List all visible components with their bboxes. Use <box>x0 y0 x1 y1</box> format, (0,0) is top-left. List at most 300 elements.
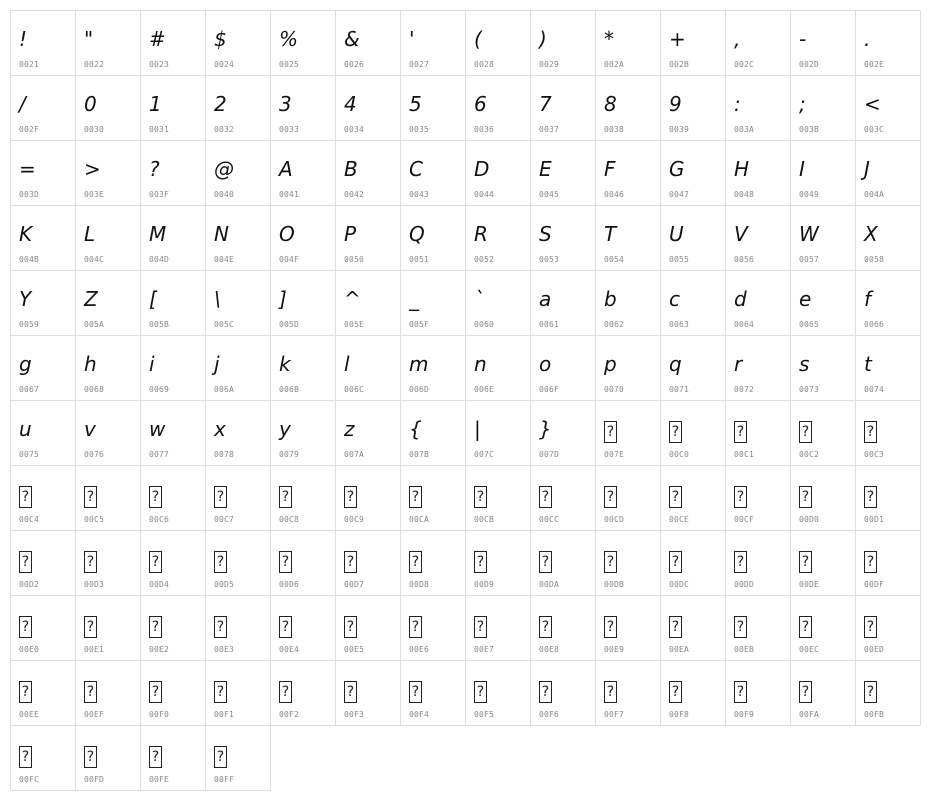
glyph-code: 00F6 <box>539 710 560 719</box>
glyph-code: 0070 <box>604 385 625 394</box>
missing-glyph-icon <box>799 613 812 638</box>
glyph-character: k <box>279 352 291 376</box>
glyph-character: \ <box>214 287 221 311</box>
missing-glyph-box: ? <box>734 486 747 508</box>
glyph-cell <box>11 466 76 531</box>
glyph-character: D <box>474 157 490 181</box>
glyph-character: U <box>669 222 684 246</box>
glyph-cell <box>466 661 531 726</box>
glyph-code: 0025 <box>279 60 300 69</box>
glyph-character: f <box>864 287 872 311</box>
glyph-code: 0062 <box>604 320 625 329</box>
glyph-cell <box>141 726 206 791</box>
glyph-code: 00D9 <box>474 580 495 589</box>
glyph-cell <box>336 206 401 271</box>
glyph-cell <box>466 11 531 76</box>
missing-glyph-box: ? <box>409 616 422 638</box>
glyph-character: _ <box>409 287 419 311</box>
glyph-cell <box>76 531 141 596</box>
glyph-code: 00CA <box>409 515 430 524</box>
glyph-character: o <box>539 352 552 376</box>
glyph-code: 003E <box>84 190 105 199</box>
glyph-cell <box>271 661 336 726</box>
glyph-code: 0058 <box>864 255 885 264</box>
missing-glyph-icon <box>409 483 422 508</box>
missing-glyph-box: ? <box>19 681 32 703</box>
glyph-character: ^ <box>344 287 361 311</box>
missing-glyph-icon <box>669 483 682 508</box>
missing-glyph-icon <box>474 483 487 508</box>
glyph-code: 0046 <box>604 190 625 199</box>
glyph-code: 00F3 <box>344 710 365 719</box>
glyph-code: 0044 <box>474 190 495 199</box>
glyph-code: 005C <box>214 320 235 329</box>
glyph-code: 005D <box>279 320 300 329</box>
glyph-code: 00EA <box>669 645 690 654</box>
glyph-code: 00D6 <box>279 580 300 589</box>
glyph-cell <box>661 141 726 206</box>
glyph-cell <box>856 206 921 271</box>
missing-glyph-box: ? <box>409 486 422 508</box>
glyph-cell <box>856 401 921 466</box>
glyph-character: , <box>734 27 741 51</box>
glyph-code: 0063 <box>669 320 690 329</box>
glyph-character: v <box>84 417 96 441</box>
glyph-cell <box>206 401 271 466</box>
glyph-code: 005E <box>344 320 365 329</box>
glyph-character: e <box>799 287 812 311</box>
missing-glyph-box: ? <box>864 486 877 508</box>
glyph-code: 0033 <box>279 125 300 134</box>
glyph-code: 0028 <box>474 60 495 69</box>
glyph-code: 002D <box>799 60 820 69</box>
glyph-code: 00CE <box>669 515 690 524</box>
missing-glyph-icon <box>734 483 747 508</box>
glyph-code: 0049 <box>799 190 820 199</box>
glyph-character: @ <box>214 157 234 181</box>
missing-glyph-icon <box>409 548 422 573</box>
glyph-character: a <box>539 287 552 311</box>
glyph-cell <box>726 661 791 726</box>
missing-glyph-box: ? <box>734 616 747 638</box>
glyph-cell <box>206 76 271 141</box>
glyph-code: 0075 <box>19 450 40 459</box>
glyph-cell <box>661 11 726 76</box>
missing-glyph-icon <box>214 483 227 508</box>
missing-glyph-box: ? <box>669 616 682 638</box>
glyph-character: p <box>604 352 617 376</box>
missing-glyph-box: ? <box>734 421 747 443</box>
glyph-cell <box>466 596 531 661</box>
glyph-cell <box>11 531 76 596</box>
glyph-cell <box>791 271 856 336</box>
glyph-cell <box>336 531 401 596</box>
glyph-cell <box>76 76 141 141</box>
glyph-character: ( <box>474 27 482 51</box>
glyph-code: 00D1 <box>864 515 885 524</box>
glyph-code: 00F0 <box>149 710 170 719</box>
missing-glyph-icon <box>864 678 877 703</box>
glyph-cell <box>141 336 206 401</box>
missing-glyph-icon <box>669 678 682 703</box>
glyph-code: 00E2 <box>149 645 170 654</box>
glyph-character: 1 <box>149 92 162 116</box>
glyph-character: z <box>344 417 355 441</box>
glyph-cell <box>76 271 141 336</box>
glyph-cell <box>401 661 466 726</box>
glyph-cell <box>466 401 531 466</box>
glyph-code: 002B <box>669 60 690 69</box>
glyph-cell <box>466 206 531 271</box>
glyph-character: E <box>539 157 552 181</box>
glyph-cell <box>11 596 76 661</box>
missing-glyph-box: ? <box>734 681 747 703</box>
missing-glyph-icon <box>344 613 357 638</box>
missing-glyph-icon <box>279 548 292 573</box>
glyph-cell <box>726 206 791 271</box>
glyph-character: } <box>539 417 552 441</box>
missing-glyph-icon <box>19 548 32 573</box>
glyph-cell <box>11 141 76 206</box>
missing-glyph-box: ? <box>344 681 357 703</box>
glyph-cell <box>791 141 856 206</box>
glyph-code: 00F9 <box>734 710 755 719</box>
missing-glyph-box: ? <box>539 681 552 703</box>
glyph-character: ` <box>474 287 484 311</box>
glyph-code: 004B <box>19 255 40 264</box>
missing-glyph-icon <box>84 613 97 638</box>
glyph-cell <box>726 401 791 466</box>
glyph-code: 00E4 <box>279 645 300 654</box>
glyph-cell <box>141 661 206 726</box>
glyph-code: 0079 <box>279 450 300 459</box>
glyph-character: . <box>864 27 871 51</box>
glyph-code: 0054 <box>604 255 625 264</box>
missing-glyph-icon <box>799 483 812 508</box>
missing-glyph-icon <box>214 548 227 573</box>
missing-glyph-box: ? <box>214 681 227 703</box>
glyph-character: $ <box>214 27 227 51</box>
glyph-character: n <box>474 352 487 376</box>
missing-glyph-box: ? <box>864 421 877 443</box>
glyph-character: r <box>734 352 743 376</box>
missing-glyph-box: ? <box>604 551 617 573</box>
missing-glyph-box: ? <box>734 551 747 573</box>
glyph-cell <box>271 206 336 271</box>
glyph-character: g <box>19 352 32 376</box>
glyph-cell <box>271 11 336 76</box>
glyph-code: 004F <box>279 255 300 264</box>
missing-glyph-box: ? <box>669 681 682 703</box>
glyph-character: c <box>669 287 680 311</box>
glyph-code: 00FD <box>84 775 105 784</box>
glyph-code: 0038 <box>604 125 625 134</box>
glyph-character: j <box>214 352 220 376</box>
glyph-character: X <box>864 222 878 246</box>
glyph-code: 0066 <box>864 320 885 329</box>
glyph-cell <box>661 271 726 336</box>
missing-glyph-box: ? <box>799 681 812 703</box>
glyph-code: 00DB <box>604 580 625 589</box>
glyph-cell <box>336 596 401 661</box>
glyph-cell <box>271 466 336 531</box>
glyph-cell <box>596 76 661 141</box>
glyph-cell <box>531 76 596 141</box>
missing-glyph-icon <box>149 483 162 508</box>
glyph-code: 00C4 <box>19 515 40 524</box>
glyph-character: P <box>344 222 357 246</box>
glyph-code: 00F1 <box>214 710 235 719</box>
glyph-cell <box>336 271 401 336</box>
glyph-cell <box>726 531 791 596</box>
glyph-cell <box>726 141 791 206</box>
glyph-character: < <box>864 92 881 116</box>
glyph-character: G <box>669 157 685 181</box>
glyph-code: 005F <box>409 320 430 329</box>
glyph-cell <box>206 141 271 206</box>
missing-glyph-icon <box>734 548 747 573</box>
missing-glyph-box: ? <box>84 681 97 703</box>
glyph-code: 0056 <box>734 255 755 264</box>
glyph-code: 00FF <box>214 775 235 784</box>
glyph-code: 0039 <box>669 125 690 134</box>
glyph-code: 00C2 <box>799 450 820 459</box>
glyph-cell <box>466 531 531 596</box>
glyph-cell <box>11 661 76 726</box>
glyph-code: 004A <box>864 190 885 199</box>
glyph-code: 00D3 <box>84 580 105 589</box>
missing-glyph-box: ? <box>864 616 877 638</box>
glyph-character: i <box>149 352 155 376</box>
glyph-character: K <box>19 222 33 246</box>
glyph-cell <box>141 531 206 596</box>
missing-glyph-box: ? <box>864 551 877 573</box>
glyph-character: + <box>669 27 686 51</box>
glyph-character: | <box>474 417 481 441</box>
glyph-code: 006A <box>214 385 235 394</box>
missing-glyph-icon <box>149 613 162 638</box>
missing-glyph-box: ? <box>149 616 162 638</box>
missing-glyph-icon <box>669 548 682 573</box>
glyph-cell <box>206 726 271 791</box>
glyph-character: 3 <box>279 92 292 116</box>
glyph-cell <box>791 401 856 466</box>
glyph-code: 00CC <box>539 515 560 524</box>
missing-glyph-icon <box>539 613 552 638</box>
missing-glyph-box: ? <box>539 616 552 638</box>
missing-glyph-box: ? <box>799 551 812 573</box>
glyph-cell <box>596 531 661 596</box>
glyph-character: 2 <box>214 92 227 116</box>
glyph-character: A <box>279 157 293 181</box>
glyph-code: 007E <box>604 450 625 459</box>
glyph-cell <box>206 271 271 336</box>
missing-glyph-icon <box>84 483 97 508</box>
glyph-code: 00DF <box>864 580 885 589</box>
glyph-cell <box>531 531 596 596</box>
glyph-cell <box>856 271 921 336</box>
glyph-code: 0030 <box>84 125 105 134</box>
glyph-code: 0041 <box>279 190 300 199</box>
missing-glyph-icon <box>539 483 552 508</box>
missing-glyph-box: ? <box>279 681 292 703</box>
glyph-code: 00E0 <box>19 645 40 654</box>
glyph-character: S <box>539 222 552 246</box>
glyph-code: 00CF <box>734 515 755 524</box>
missing-glyph-icon <box>669 613 682 638</box>
missing-glyph-box: ? <box>539 486 552 508</box>
glyph-character: = <box>19 157 36 181</box>
glyph-code: 00C6 <box>149 515 170 524</box>
glyph-character: l <box>344 352 350 376</box>
glyph-cell <box>596 596 661 661</box>
glyph-cell <box>401 11 466 76</box>
glyph-cell <box>596 271 661 336</box>
glyph-code: 0043 <box>409 190 430 199</box>
missing-glyph-box: ? <box>279 616 292 638</box>
glyph-cell <box>466 271 531 336</box>
glyph-cell <box>271 76 336 141</box>
glyph-code: 0073 <box>799 385 820 394</box>
glyph-cell <box>76 661 141 726</box>
missing-glyph-icon <box>474 548 487 573</box>
glyph-cell <box>596 11 661 76</box>
glyph-character: B <box>344 157 358 181</box>
glyph-character: d <box>734 287 747 311</box>
glyph-cell <box>401 206 466 271</box>
glyph-code: 00E5 <box>344 645 365 654</box>
missing-glyph-icon <box>864 613 877 638</box>
glyph-code: 00DD <box>734 580 755 589</box>
missing-glyph-icon <box>864 548 877 573</box>
glyph-cell <box>661 336 726 401</box>
glyph-character: Z <box>84 287 98 311</box>
glyph-code: 0021 <box>19 60 40 69</box>
glyph-cell <box>271 271 336 336</box>
missing-glyph-icon <box>19 483 32 508</box>
glyph-cell <box>531 336 596 401</box>
glyph-cell <box>856 596 921 661</box>
glyph-cell <box>531 141 596 206</box>
glyph-cell <box>726 76 791 141</box>
missing-glyph-box: ? <box>84 616 97 638</box>
missing-glyph-box: ? <box>474 551 487 573</box>
glyph-code: 00C1 <box>734 450 755 459</box>
missing-glyph-box: ? <box>344 616 357 638</box>
glyph-code: 00F5 <box>474 710 495 719</box>
glyph-code: 00E1 <box>84 645 105 654</box>
missing-glyph-icon <box>149 678 162 703</box>
glyph-code: 00DE <box>799 580 820 589</box>
glyph-code: 0052 <box>474 255 495 264</box>
glyph-character: b <box>604 287 617 311</box>
glyph-code: 0076 <box>84 450 105 459</box>
glyph-code: 0067 <box>19 385 40 394</box>
glyph-cell <box>76 336 141 401</box>
glyph-cell <box>791 206 856 271</box>
glyph-cell <box>76 596 141 661</box>
glyph-cell <box>726 336 791 401</box>
glyph-cell <box>856 466 921 531</box>
missing-glyph-box: ? <box>799 486 812 508</box>
glyph-cell <box>596 466 661 531</box>
missing-glyph-icon <box>799 418 812 443</box>
glyph-code: 0078 <box>214 450 235 459</box>
glyph-cell <box>76 401 141 466</box>
missing-glyph-icon <box>734 613 747 638</box>
glyph-code: 00CD <box>604 515 625 524</box>
missing-glyph-box: ? <box>19 616 32 638</box>
glyph-code: 0069 <box>149 385 170 394</box>
glyph-cell <box>141 596 206 661</box>
glyph-cell <box>401 596 466 661</box>
glyph-code: 00EE <box>19 710 40 719</box>
missing-glyph-icon <box>214 678 227 703</box>
missing-glyph-icon <box>84 548 97 573</box>
glyph-character: % <box>279 27 299 51</box>
glyph-cell <box>206 466 271 531</box>
glyph-character: R <box>474 222 488 246</box>
glyph-code: 00EF <box>84 710 105 719</box>
glyph-character: H <box>734 157 750 181</box>
glyph-cell <box>466 466 531 531</box>
glyph-code: 00DC <box>669 580 690 589</box>
glyph-cell <box>791 11 856 76</box>
missing-glyph-icon <box>149 743 162 768</box>
glyph-character: 4 <box>344 92 357 116</box>
glyph-code: 0055 <box>669 255 690 264</box>
glyph-character: Q <box>409 222 425 246</box>
missing-glyph-icon <box>19 613 32 638</box>
missing-glyph-icon <box>344 548 357 573</box>
glyph-cell <box>531 661 596 726</box>
missing-glyph-box: ? <box>149 486 162 508</box>
glyph-character: 7 <box>539 92 552 116</box>
missing-glyph-box: ? <box>214 616 227 638</box>
missing-glyph-box: ? <box>604 486 617 508</box>
glyph-cell <box>791 466 856 531</box>
glyph-code: 0051 <box>409 255 430 264</box>
glyph-cell <box>271 531 336 596</box>
glyph-code: 0042 <box>344 190 365 199</box>
glyph-code: 00FB <box>864 710 885 719</box>
missing-glyph-box: ? <box>604 616 617 638</box>
missing-glyph-icon <box>539 548 552 573</box>
glyph-code: 007D <box>539 450 560 459</box>
glyph-code: 00E7 <box>474 645 495 654</box>
glyph-cell <box>661 76 726 141</box>
glyph-code: 00E6 <box>409 645 430 654</box>
missing-glyph-box: ? <box>279 486 292 508</box>
glyph-character: * <box>604 27 614 51</box>
missing-glyph-icon <box>19 743 32 768</box>
glyph-code: 0077 <box>149 450 170 459</box>
missing-glyph-icon <box>84 743 97 768</box>
glyph-cell <box>466 76 531 141</box>
glyph-code: 00E8 <box>539 645 560 654</box>
glyph-cell <box>336 336 401 401</box>
glyph-cell <box>336 466 401 531</box>
glyph-character: Y <box>19 287 32 311</box>
glyph-cell <box>531 11 596 76</box>
glyph-cell <box>141 76 206 141</box>
glyph-code: 0074 <box>864 385 885 394</box>
glyph-character: ) <box>539 27 547 51</box>
missing-glyph-icon <box>604 678 617 703</box>
glyph-code: 00E3 <box>214 645 235 654</box>
glyph-character: { <box>409 417 422 441</box>
missing-glyph-box: ? <box>669 421 682 443</box>
